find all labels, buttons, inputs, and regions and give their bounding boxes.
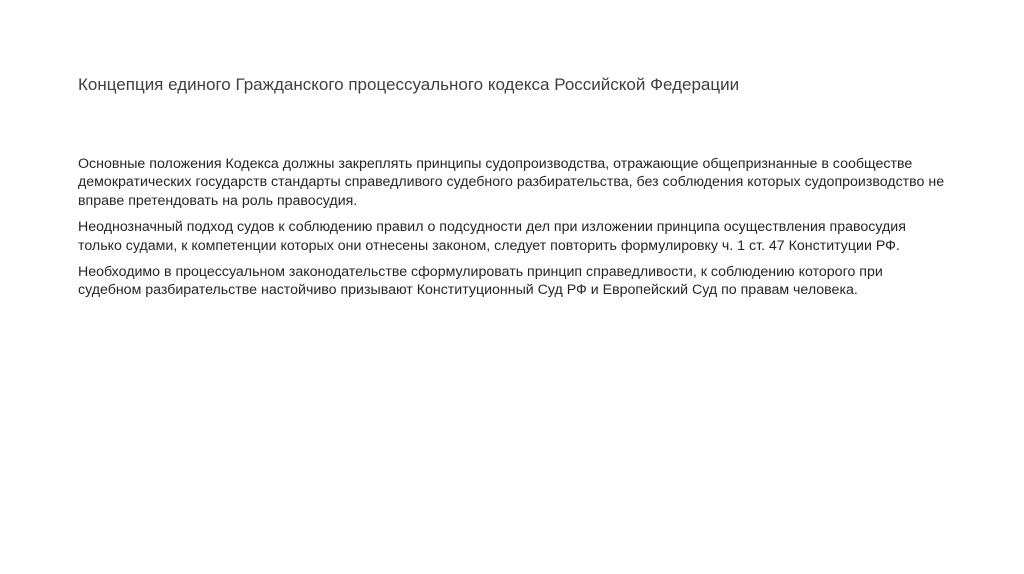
slide-title: Концепция единого Гражданского процессуального кодекса Российской Федерации	[78, 75, 740, 94]
paragraph-3: Необходимо в процессуальном законодательстве сформулировать принцип справедливости, к соблюдению которого при судебном разбирательстве настойчиво призывают Конституционный Суд РФ и Европейский Суд по правам человека.	[78, 264, 883, 299]
slide-body	[78, 155, 946, 308]
paragraph-1: Основные положения Кодекса должны закреплять принципы судопроизводства, отражающие общепризнанные в сообществе демократических государств стандарты справедливого судебного разбирательства, без соблюдения которых судопроизводство не вправе претендовать на роль правосудия.	[78, 156, 945, 209]
paragraph-2: Неоднозначный подход судов к соблюдению правил о подсудности дел при изложении принципа осуществления правосудия только судами, к компетенции которых они отнесены законом, следует повторить формулировку ч. 1 ст. 47 Конституции РФ.	[78, 219, 906, 254]
